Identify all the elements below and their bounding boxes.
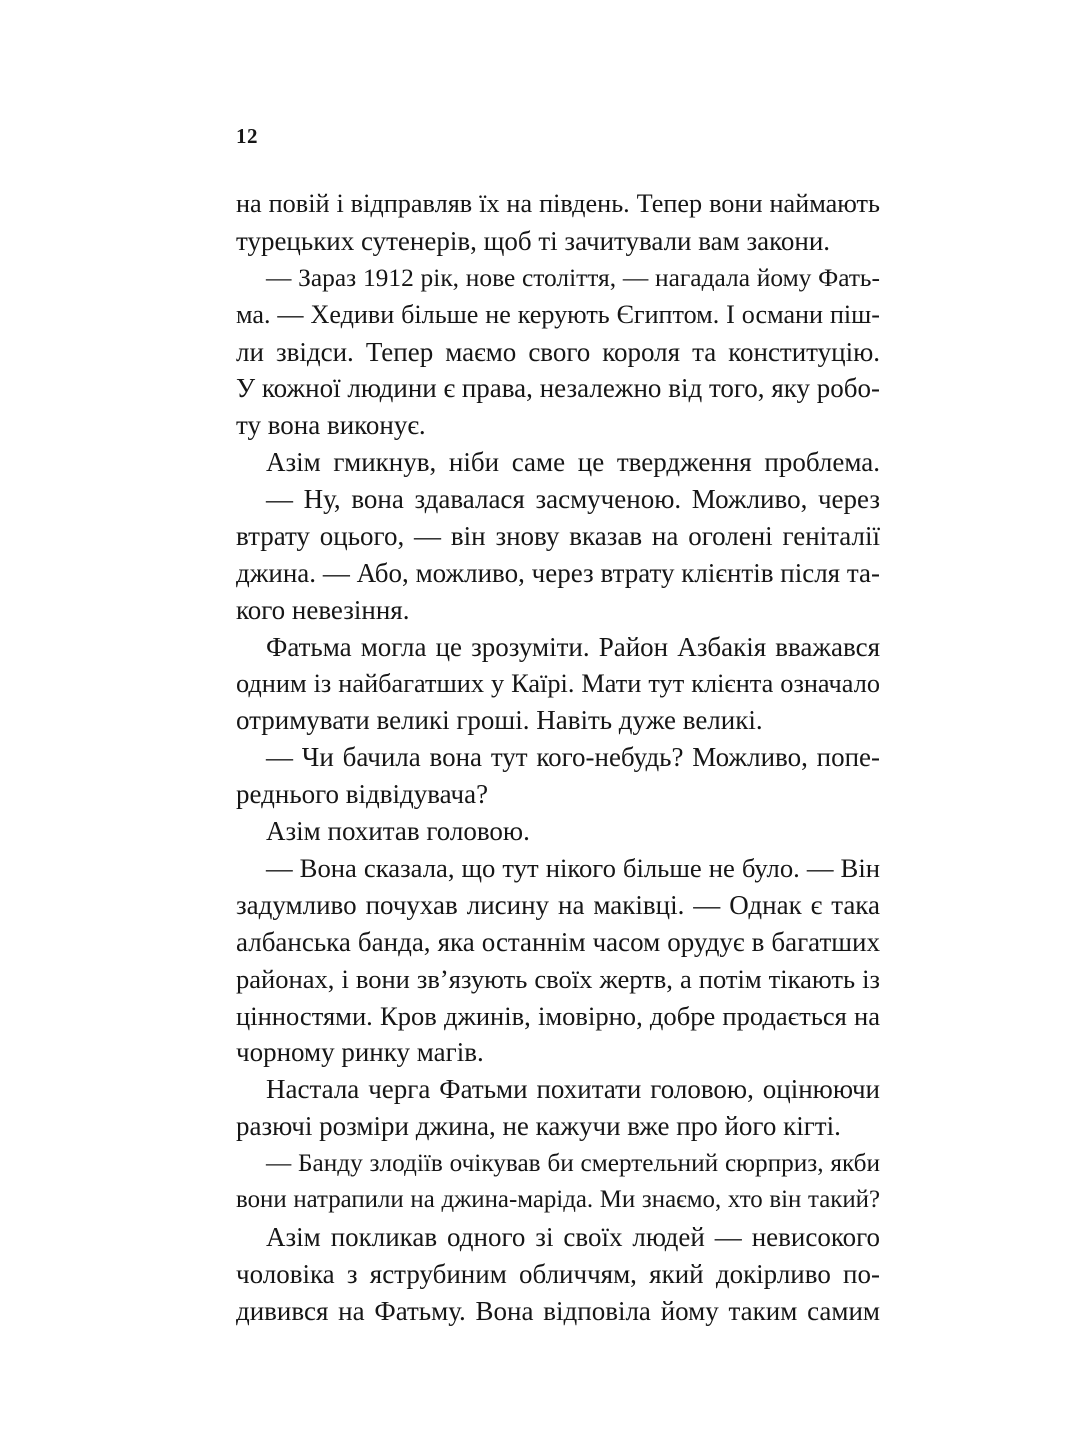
text-line: — Чи бачила вона тут кого-небудь? Можливо, попе- [266,742,880,773]
text-line: чоловіка з яструбиним обличчям, який докірливо по- [236,1258,880,1289]
text-line: отримувати великі гроші. Навіть дуже великі. [236,705,763,736]
text-line: чорному ринку магів. [236,1037,484,1068]
text-line: втрату оцього, — він знову вказав на оголені геніталії [236,521,880,552]
text-line: вони натрапили на джина-маріда. Ми знаємо, хто він такий? [236,1186,880,1214]
text-line: Азім гмикнув, ніби саме це твердження проблема. [266,447,880,478]
text-line: — Ну, вона здавалася засмученою. Можливо, через [266,484,880,515]
text-line: У кожної людини є права, незалежно від того, яку робо- [236,373,880,404]
text-line: ма. — Хедиви більше не керують Єгиптом. І османи піш- [236,299,880,329]
text-line: дивився на Фатьму. Вона відповіла йому таким самим [236,1295,880,1326]
text-line: на повій і відправляв їх на південь. Тепер вони наймають [236,189,880,218]
text-line: Настала черга Фатьми похитати головою, оцінюючи [266,1074,880,1105]
text-line: — Банду злодіїв очікував би смертельний сюрприз, якби [266,1149,880,1178]
text-line: джина. — Або, можливо, через втрату клієнтів після та- [236,557,880,588]
text-line: разючі розміри джина, не кажучи вже про його кігті. [236,1111,841,1142]
text-line: реднього відвідувача? [236,779,489,810]
text-line: турецьких сутенерів, щоб ті зачитували вам закони. [236,225,831,256]
text-line: Фатьма могла це зрозуміти. Район Азбакія вважався [266,631,880,662]
text-line: Азім похитав головою. [266,816,530,847]
text-line: — Вона сказала, що тут нікого більше не було. — Він [266,853,880,884]
text-line: Азім покликав одного зі своїх людей — невисокого [266,1221,880,1252]
text-line: районах, і вони зв’язують своїх жертв, а потім тікають із [236,963,880,994]
text-line: одним із найбагатших у Каїрі. Мати тут клієнта означало [236,668,880,698]
text-line: задумливо почухав лисину на маківці. — Однак є така [236,889,880,920]
body-text [236,186,880,1330]
text-line: цінностями. Кров джинів, імовірно, добре продається на [236,1000,880,1031]
text-line: ли звідси. Тепер маємо свого короля та конституцію. [236,336,880,367]
page-number: 12 [236,124,258,148]
text-line: — Зараз 1912 рік, нове століття, — нагадала йому Фать- [266,262,880,292]
text-line: ту вона виконує. [236,410,426,441]
text-line: кого невезіння. [236,594,410,625]
text-line: албанська банда, яка останнім часом орудує в багатших [236,926,880,957]
